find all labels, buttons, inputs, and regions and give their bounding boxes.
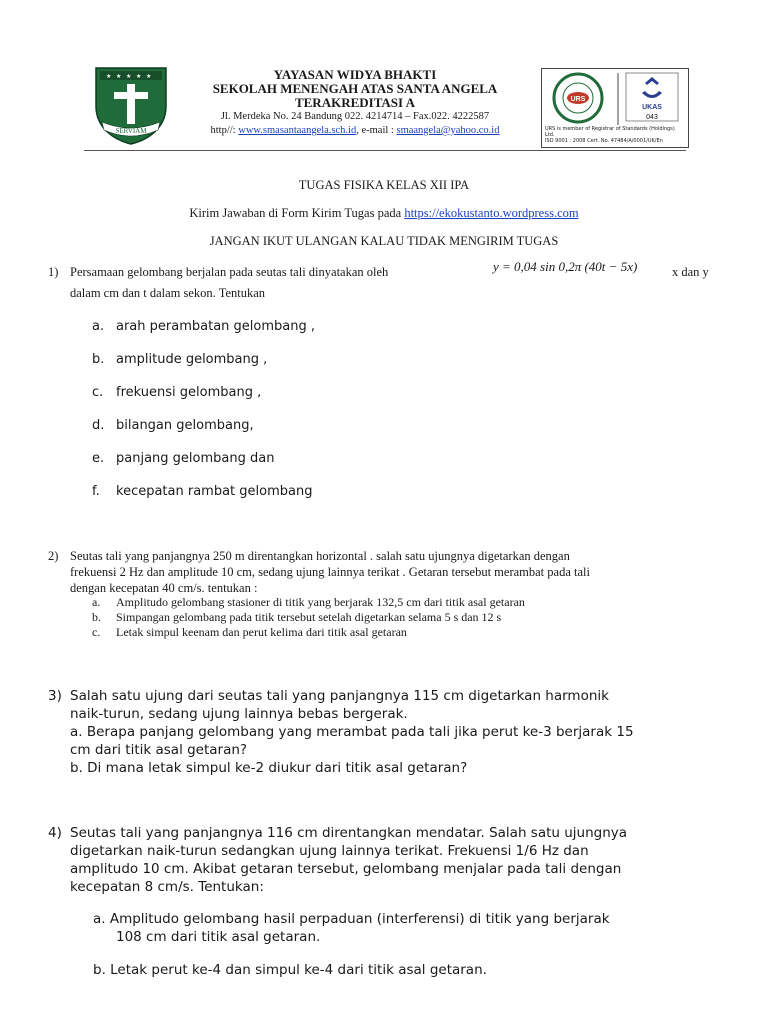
svg-text:★: ★ (146, 73, 152, 80)
warning-note: JANGAN IKUT ULANGAN KALAU TIDAK MENGIRIM TUGAS (209, 234, 559, 248)
option-text: arah perambatan gelombang , (116, 319, 315, 334)
svg-text:★: ★ (116, 73, 122, 80)
question-3-line-1: Salah satu ujung dari seutas tali yang panjangnya 115 cm digetarkan harmonik (70, 688, 609, 704)
school-header (180, 68, 530, 138)
school-logo (92, 66, 170, 146)
option-text: Amplitudo gelombang stasioner di titik yang berjarak 132,5 cm dari titik asal getaran (116, 595, 525, 609)
submission-link[interactable]: https://ekokustanto.wordpress.com (404, 206, 579, 220)
list-item (92, 319, 315, 334)
school-address: Jl. Merdeka No. 24 Bandung 022. 4214714 – Fax.022. 4222587 (220, 111, 490, 122)
question-4-option-b: b. Letak perut ke-4 dan simpul ke-4 dari titik asal getaran. (93, 962, 487, 978)
question-number: 4) (48, 825, 62, 841)
question-3-line-3: a. Berapa panjang gelombang yang merambat pada tali jika perut ke-3 berjarak 15 (70, 724, 634, 740)
option-text: Letak simpul keenam dan perut kelima dari titik asal getaran (116, 625, 407, 639)
header-divider (84, 150, 686, 151)
cert-caption (545, 126, 685, 144)
cert-caption-line-1: URS is member of Registrar of Standards (Holdings) Ltd. (545, 126, 675, 138)
school-name: SEKOLAH MENENGAH ATAS SANTA ANGELA (212, 81, 498, 96)
email-prefix: , e-mail : (356, 125, 397, 136)
cert-caption-line-2: ISO 9001 : 2008 Cert. No. 47484/A/0001/UK/En (545, 138, 663, 144)
option-letter: b. (92, 610, 101, 624)
question-1-text-2: x dan y (672, 265, 709, 279)
option-text: kecepatan rambat gelombang (116, 484, 313, 499)
question-1-text-3: dalam cm dan t dalam sekon. Tentukan (70, 286, 266, 300)
ukas-label: UKAS (642, 104, 662, 111)
list-item (92, 451, 274, 466)
option-letter: a. (92, 595, 101, 609)
option-text: frekuensi gelombang , (116, 385, 262, 400)
submission-note (0, 206, 768, 221)
option-letter: f. (92, 484, 100, 499)
list-item (92, 626, 407, 639)
svg-text:★: ★ (126, 73, 132, 80)
page-title: TUGAS FISIKA KELAS XII IPA (298, 178, 470, 192)
option-text: panjang gelombang dan (116, 451, 275, 466)
question-3-line-4: cm dari titik asal getaran? (70, 742, 248, 758)
question-4-line-4: kecepatan 8 cm/s. Tentukan: (70, 879, 264, 895)
contact-line (180, 124, 530, 138)
option-text: Simpangan gelombang pada titik tersebut setelah digetarkan selama 5 s dan 12 s (116, 610, 502, 624)
svg-text:★: ★ (106, 73, 112, 80)
option-letter: b. (92, 352, 105, 367)
list-item (92, 596, 525, 609)
foundation-name: YAYASAN WIDYA BHAKTI (273, 67, 437, 82)
question-4-option-a-cont: 108 cm dari titik asal getaran. (116, 929, 321, 945)
wave-equation: y = 0,04 sin 0,2π (40t − 5x) (493, 259, 638, 274)
option-letter: a. (92, 319, 105, 334)
question-4-line-2: digetarkan naik-turun sedangkan ujung lainnya terikat. Frekuensi 1/6 Hz dan (70, 843, 589, 859)
question-number: 1) (48, 265, 59, 279)
option-letter: e. (92, 451, 105, 466)
web-prefix: http//: (210, 125, 239, 136)
question-4-line-3: amplitudo 10 cm. Akibat getaran tersebut, gelombang menjalar pada tali dengan (70, 861, 622, 877)
question-number: 3) (48, 688, 62, 704)
option-letter: c. (92, 385, 104, 400)
svg-text:★: ★ (136, 73, 142, 80)
option-text: bilangan gelombang, (116, 418, 254, 433)
logo-motto: SERVIAM (115, 127, 147, 135)
list-item (92, 352, 267, 367)
svg-text:URS: URS (570, 96, 586, 103)
option-letter: c. (92, 625, 101, 639)
question-4-line-1: Seutas tali yang panjangnya 116 cm direntangkan mendatar. Salah satu ujungnya (70, 825, 628, 841)
list-item (92, 385, 261, 400)
question-2-line-3: dengan kecepatan 40 cm/s. tentukan : (70, 581, 258, 595)
question-1-text: Persamaan gelombang berjalan pada seutas tali dinyatakan oleh (70, 265, 389, 279)
question-2-line-2: frekuensi 2 Hz dan amplitude 10 cm, sedang ujung lainnya terikat . Getaran tersebut merambat pada tali (70, 565, 590, 579)
option-letter: d. (92, 418, 105, 433)
question-number: 2) (48, 549, 59, 563)
option-text: amplitude gelombang , (116, 352, 268, 367)
question-2-line-1: Seutas tali yang panjangnya 250 m direntangkan horizontal . salah satu ujungnya digetarkan dengan (70, 549, 570, 563)
accreditation: TERAKREDITASI A (294, 95, 416, 110)
list-item (92, 418, 254, 433)
submission-text: Kirim Jawaban di Form Kirim Tugas pada (189, 206, 405, 220)
question-3-line-2: naik-turun, sedang ujung lainnya bebas bergerak. (70, 706, 408, 722)
email-link[interactable]: smaangela@yahoo.co.id (396, 125, 500, 136)
question-3-line-5: b. Di mana letak simpul ke-2 diukur dari titik asal getaran? (70, 760, 468, 776)
list-item (92, 484, 312, 499)
cert-number: 043 (646, 114, 658, 121)
website-link[interactable]: www.smasantaangela.sch.id (238, 125, 357, 136)
list-item (92, 611, 501, 624)
question-4-option-a: a. Amplitudo gelombang hasil perpaduan (interferensi) di titik yang berjarak (93, 911, 610, 927)
